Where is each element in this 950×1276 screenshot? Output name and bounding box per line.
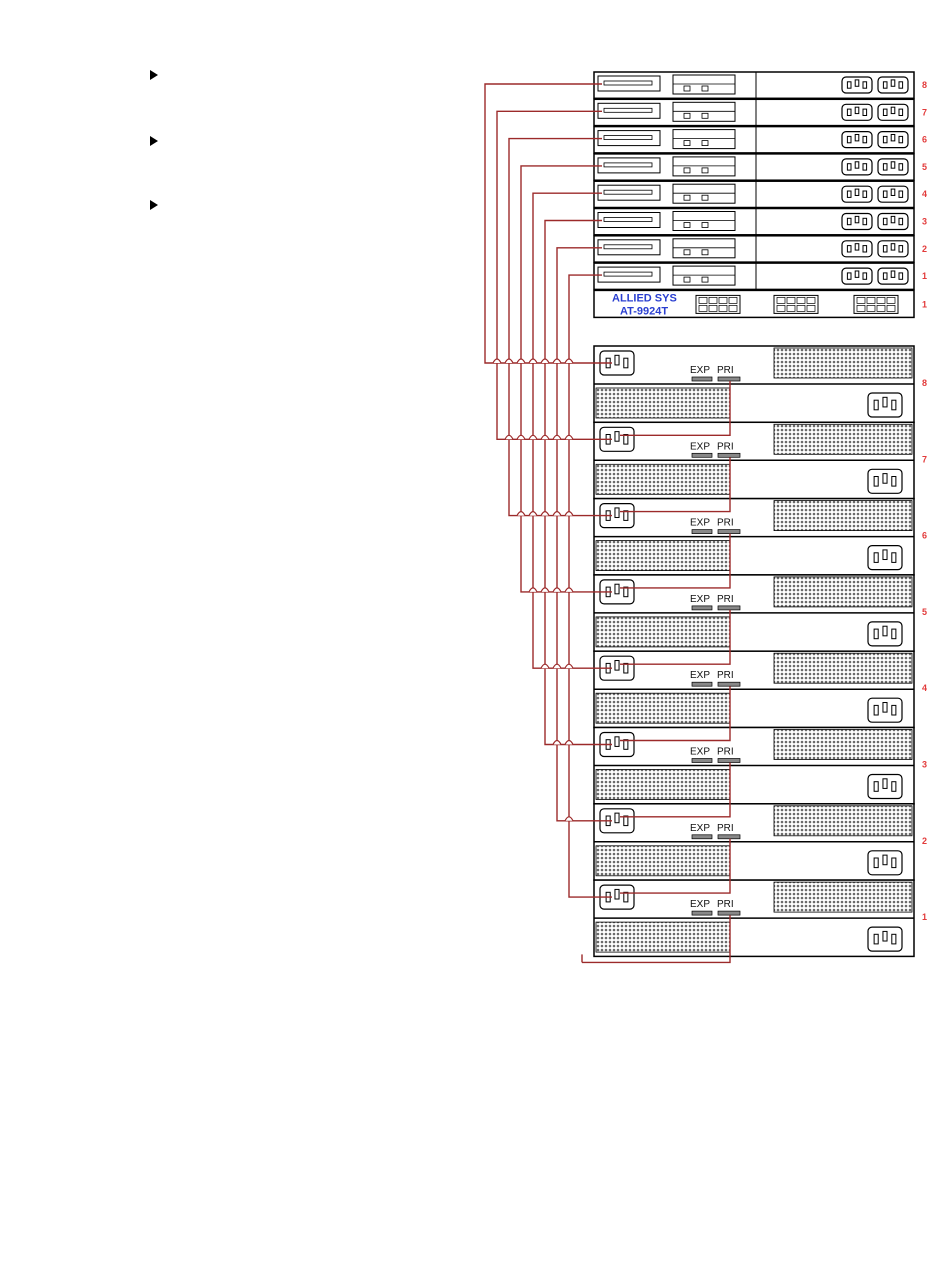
network-port-icon bbox=[777, 305, 785, 311]
cable-crossover bbox=[565, 359, 573, 363]
cable-crossover bbox=[565, 664, 573, 668]
exp-port bbox=[692, 453, 712, 457]
cable-crossover bbox=[517, 435, 525, 439]
power-socket-icon bbox=[842, 104, 872, 120]
psu-unit-rear bbox=[594, 575, 927, 651]
vent-grille bbox=[774, 653, 912, 683]
vent-grille bbox=[774, 882, 912, 912]
network-port-icon bbox=[729, 305, 737, 311]
vent-grille bbox=[596, 617, 730, 647]
cable-crossover bbox=[493, 359, 501, 363]
exp-port bbox=[692, 759, 712, 763]
pri-port bbox=[718, 835, 740, 839]
cable-crossover bbox=[541, 359, 549, 363]
psu-unit-front bbox=[594, 154, 927, 180]
vent-grille bbox=[596, 922, 730, 952]
unit-number-label: 7 bbox=[922, 107, 928, 118]
psu-unit-rear bbox=[594, 880, 927, 956]
power-socket-icon bbox=[878, 104, 908, 120]
pri-port bbox=[718, 606, 740, 610]
cable-crossover bbox=[541, 512, 549, 516]
vent-grille bbox=[774, 730, 912, 760]
cable-crossover bbox=[541, 588, 549, 592]
network-port-icon bbox=[877, 297, 885, 303]
psu-unit-front bbox=[594, 99, 927, 125]
cable-crossover bbox=[541, 435, 549, 439]
psu-unit-front bbox=[594, 72, 927, 98]
exp-port bbox=[692, 530, 712, 534]
power-socket-icon bbox=[878, 268, 908, 284]
power-socket-icon bbox=[842, 159, 872, 175]
vent-grille bbox=[774, 806, 912, 836]
power-socket-icon bbox=[878, 214, 908, 230]
vent-grille bbox=[596, 464, 730, 494]
unit-number-label: 5 bbox=[922, 606, 928, 617]
slot-module bbox=[598, 131, 660, 146]
pri-port bbox=[718, 377, 740, 381]
unit-number-label: 5 bbox=[922, 161, 928, 172]
chassis-model: AT-9924T bbox=[620, 305, 669, 318]
cable-crossover bbox=[565, 588, 573, 592]
power-socket-icon bbox=[868, 775, 902, 799]
cable-crossover bbox=[565, 512, 573, 516]
cable-crossover bbox=[553, 741, 561, 745]
network-port-icon bbox=[867, 305, 875, 311]
network-port-icon bbox=[867, 297, 875, 303]
power-socket-icon bbox=[868, 851, 902, 875]
vent-grille bbox=[596, 541, 730, 571]
slot-module bbox=[598, 213, 660, 228]
network-port-icon bbox=[857, 297, 865, 303]
exp-port bbox=[692, 682, 712, 686]
slot-module bbox=[598, 240, 660, 255]
exp-port-label: EXP bbox=[690, 822, 711, 834]
slot-module bbox=[598, 185, 660, 200]
exp-port bbox=[692, 606, 712, 610]
unit-number-label: 4 bbox=[922, 189, 928, 200]
power-socket-icon bbox=[868, 469, 902, 493]
network-port-icon bbox=[857, 305, 865, 311]
vent-grille bbox=[774, 424, 912, 454]
unit-number-label: 1 bbox=[922, 912, 928, 923]
pri-port-label: PRI bbox=[717, 441, 734, 453]
pri-port-label: PRI bbox=[717, 899, 734, 911]
psu-unit-front bbox=[594, 263, 927, 289]
power-socket-icon bbox=[878, 241, 908, 257]
cable-crossover bbox=[517, 359, 525, 363]
cable-crossover bbox=[553, 588, 561, 592]
cable-crossover bbox=[553, 359, 561, 363]
network-port-icon bbox=[699, 305, 707, 311]
power-socket-icon bbox=[868, 927, 902, 951]
psu-unit-rear bbox=[594, 499, 927, 575]
unit-number-label: 3 bbox=[922, 759, 928, 770]
front-stack bbox=[594, 72, 927, 289]
pri-port-label: PRI bbox=[717, 593, 734, 605]
exp-port-label: EXP bbox=[690, 899, 711, 911]
exp-port-label: EXP bbox=[690, 670, 711, 682]
cable-crossover bbox=[565, 435, 573, 439]
exp-port-label: EXP bbox=[690, 441, 711, 453]
cable-crossover bbox=[565, 817, 573, 821]
unit-number-label: 8 bbox=[922, 80, 928, 90]
network-port-icon bbox=[709, 297, 717, 303]
power-socket-icon bbox=[878, 159, 908, 175]
network-port-icon bbox=[729, 297, 737, 303]
power-socket-icon bbox=[842, 77, 872, 93]
exp-port bbox=[692, 377, 712, 381]
cable-crossover bbox=[529, 588, 537, 592]
psu-unit-rear bbox=[594, 728, 927, 804]
vent-grille bbox=[774, 577, 912, 607]
vent-grille bbox=[774, 348, 912, 378]
cable-crossover bbox=[505, 359, 513, 363]
pri-port bbox=[718, 682, 740, 686]
exp-port-label: EXP bbox=[690, 593, 711, 605]
power-socket-icon bbox=[842, 241, 872, 257]
pri-port bbox=[718, 530, 740, 534]
exp-port-label: EXP bbox=[690, 517, 711, 529]
network-port-icon bbox=[719, 305, 727, 311]
network-port-icon bbox=[719, 297, 727, 303]
network-port-icon bbox=[877, 305, 885, 311]
unit-number-label: 2 bbox=[922, 835, 928, 846]
network-port-icon bbox=[807, 305, 815, 311]
vent-grille bbox=[596, 846, 730, 876]
port-block bbox=[854, 295, 898, 313]
power-socket-icon bbox=[842, 132, 872, 148]
vent-grille bbox=[596, 693, 730, 723]
vent-grille bbox=[596, 388, 730, 418]
unit-number-label: 3 bbox=[922, 216, 928, 227]
psu-unit-front bbox=[594, 209, 927, 235]
unit-number-label: 2 bbox=[922, 243, 928, 254]
cable-crossover bbox=[553, 435, 561, 439]
power-socket-icon bbox=[868, 622, 902, 646]
port-block bbox=[774, 295, 818, 313]
network-port-icon bbox=[797, 297, 805, 303]
unit-number-label: 1 bbox=[922, 299, 928, 310]
psu-unit-front bbox=[594, 127, 927, 153]
pri-port bbox=[718, 911, 740, 915]
pri-port-label: PRI bbox=[717, 365, 734, 376]
network-port-icon bbox=[887, 305, 895, 311]
power-socket-icon bbox=[878, 186, 908, 202]
power-cable bbox=[485, 84, 612, 363]
rear-stack bbox=[594, 346, 927, 956]
psu-unit-front bbox=[594, 181, 927, 207]
pri-port bbox=[718, 453, 740, 457]
power-socket-icon bbox=[868, 546, 902, 570]
pri-port bbox=[718, 759, 740, 763]
power-socket-icon bbox=[842, 214, 872, 230]
psu-unit-rear bbox=[594, 651, 927, 727]
power-socket-icon bbox=[842, 268, 872, 284]
pri-port-label: PRI bbox=[717, 517, 734, 529]
unit-number-label: 8 bbox=[922, 378, 928, 388]
psu-unit-front bbox=[594, 236, 927, 262]
slot-module bbox=[598, 76, 660, 91]
unit-number-label: 1 bbox=[922, 271, 928, 282]
exp-port-label: EXP bbox=[690, 746, 711, 758]
power-socket-icon bbox=[878, 132, 908, 148]
unit-number-label: 6 bbox=[922, 530, 928, 541]
network-port-icon bbox=[787, 297, 795, 303]
network-port-icon bbox=[699, 297, 707, 303]
pri-port-label: PRI bbox=[717, 670, 734, 682]
slot-module bbox=[598, 103, 660, 118]
network-port-icon bbox=[807, 297, 815, 303]
power-socket-icon bbox=[878, 77, 908, 93]
exp-port-label: EXP bbox=[690, 365, 711, 376]
power-socket-icon bbox=[868, 698, 902, 722]
chassis-brand: ALLIED SYS bbox=[612, 292, 677, 305]
cable-crossover bbox=[517, 512, 525, 516]
chassis bbox=[594, 290, 927, 317]
network-port-icon bbox=[887, 297, 895, 303]
psu-unit-rear bbox=[594, 346, 927, 422]
vent-grille bbox=[774, 501, 912, 531]
psu-unit-rear bbox=[594, 804, 927, 880]
network-port-icon bbox=[787, 305, 795, 311]
unit-number-label: 4 bbox=[922, 683, 928, 694]
port-block bbox=[696, 295, 740, 313]
cable-crossover bbox=[565, 741, 573, 745]
cable-crossover bbox=[553, 512, 561, 516]
pri-port-label: PRI bbox=[717, 822, 734, 834]
exp-port bbox=[692, 835, 712, 839]
pri-port-label: PRI bbox=[717, 746, 734, 758]
unit-number-label: 6 bbox=[922, 134, 928, 145]
network-port-icon bbox=[709, 305, 717, 311]
unit-number-label: 7 bbox=[922, 454, 928, 465]
cable-crossover bbox=[505, 435, 513, 439]
exp-port bbox=[692, 911, 712, 915]
network-port-icon bbox=[797, 305, 805, 311]
cable-crossover bbox=[529, 359, 537, 363]
slot-module bbox=[598, 158, 660, 173]
cable-crossover bbox=[541, 664, 549, 668]
power-socket-icon bbox=[842, 186, 872, 202]
vent-grille bbox=[596, 770, 730, 800]
network-port-icon bbox=[777, 297, 785, 303]
cable-crossover bbox=[529, 435, 537, 439]
cable-crossover bbox=[529, 512, 537, 516]
slot-module bbox=[598, 267, 660, 282]
power-socket-icon bbox=[868, 393, 902, 417]
cable-crossover bbox=[553, 664, 561, 668]
psu-unit-rear bbox=[594, 422, 927, 498]
